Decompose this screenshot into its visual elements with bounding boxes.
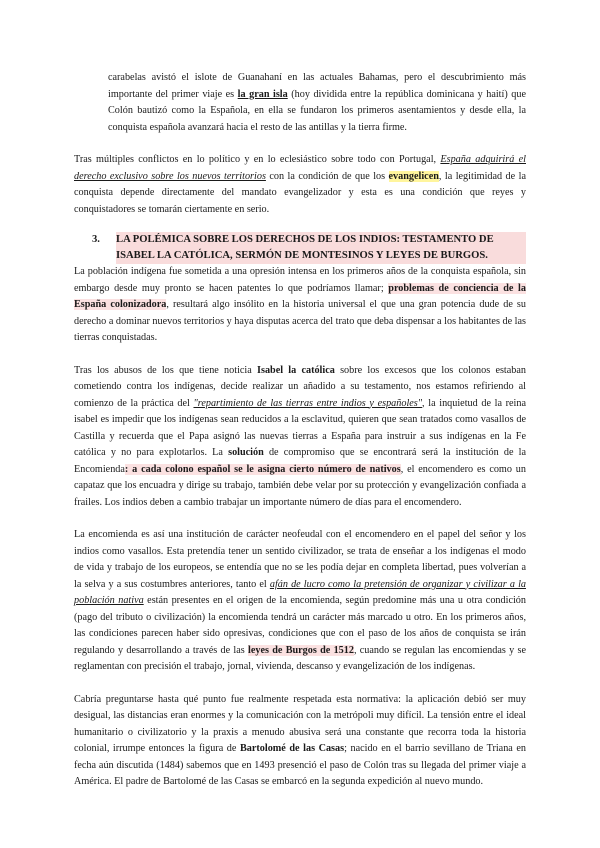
section-title: LA POLÉMICA SOBRE LOS DERECHOS DE LOS INDIOS: TESTAMENTO DE ISABEL LA CATÓLICA, SERMÓN DE MONTESINOS Y LEYES DE BURGOS. bbox=[116, 232, 526, 264]
section-number: 3. bbox=[92, 234, 100, 245]
paragraph-poblacion-indigena: La población indígena fue sometida a una opresión intensa en los primeros años de la conquista española, sin embargo desde muy pronto se hacen patentes lo que podríamos llamar; problemas de conciencia de la España colonizadora, resultará algo insólito en la historia universal el que una gran potencia dude de su derecho a dominar nuevos territorios y haya disputas acerca del trato que deba dispensar a los habitantes de las tierras conquistadas. bbox=[74, 266, 526, 343]
bold-solucion: solución bbox=[228, 447, 264, 458]
highlight-cada-colono: : a cada colono español se le asigna cierto número de nativos bbox=[124, 463, 401, 475]
paragraph-bartolome: Cabría preguntarse hasta qué punto fue realmente respetada esta normativa: la aplicación debió ser muy desigual, las distancias eran enormes y la comunicación con la metrópoli muy difícil. La tensión entre el ideal humanitario o civilizatorio y la praxis a menudo abusiva será una constante que recorra toda la historia colonial, irrumpe entonces la figura de Bartolomé de las Casas; nacido en el barrio sevillano de Triana en fecha aún discutida (1484) sabemos que en 1493 presenció el paso de Colón tras su llegada del primer viaje a América. El padre de Bartolomé de las Casas se embarcó en la segunda expedición al nuevo mundo. bbox=[74, 693, 526, 787]
highlight-evangelicen: evangelicen bbox=[388, 170, 439, 182]
emphasis-afan-de-lucro: afán de lucro como la pretensión de organizar y civilizar a la población nativa bbox=[74, 578, 526, 606]
highlight-problemas-de-conciencia: problemas de conciencia de la España colonizadora bbox=[74, 282, 526, 310]
paragraph-discovery: carabelas avistó el islote de Guanahaní en las actuales Bahamas, pero el descubrimiento más importante del primer viaje es la gran isla (hoy dividida entre la república dominicana y haití) que Colón bautizó como la Española, en ella se fundaron los primeros asentamientos y desde ella, la conquista española avanzará hacia el resto de las antillas y la tierra firme. bbox=[108, 72, 526, 133]
highlight-leyes-de-burgos: leyes de Burgos de 1512 bbox=[248, 644, 354, 656]
emphasis-repartimiento: "repartimiento de las tierras entre indios y españoles" bbox=[193, 397, 423, 409]
emphasis-derecho-exclusivo: España adquirirá el derecho exclusivo sobre los nuevos territorios bbox=[74, 154, 526, 182]
document-page bbox=[74, 70, 526, 791]
section-heading bbox=[74, 232, 526, 264]
paragraph-isabel: Tras los abusos de los que tiene noticia Isabel la católica sobre los excesos que los colonos estaban cometiendo contra los indígenas, decide realizar un añadido a su testamento, nos estamos refiriendo al comienzo de la práctica del "repartimiento de las tierras entre indios y españoles", la inquietud de la reina isabel es impedir que los indígenas sean reducidos a la esclavitud, quieren que sean tratados como vasallos de Castilla y recuerda que el Papa asignó las nuevas tierras a España para instruir a sus indígenas en la Fe católica y no para explotarlos. La solución de compromiso que se encontrará será la institución de la Encomienda: a cada colono español se le asigna cierto número de nativos, el encomendero es como un capataz que los encuadra y dirige su trabajo, también debe velar por su protección y evangelización confiada a frailes. Los indios deben a cambio trabajar un importante número de días para el encomendero. bbox=[74, 364, 526, 508]
bold-isabel-la-catolica: Isabel la católica bbox=[257, 364, 335, 376]
highlight-la-gran-isla: la gran isla bbox=[237, 88, 288, 100]
bold-bartolome-de-las-casas: Bartolomé de las Casas bbox=[239, 743, 345, 754]
paragraph-portugal: Tras múltiples conflictos en lo político y en lo eclesiástico sobre todo con Portugal, España adquirirá el derecho exclusivo sobre los nuevos territorios con la condición de que los evangelicen, la legitimidad de la conquista depende directamente del mandato evangelizador y esta es una condición que reyes y conquistadores se tomarán ciertamente en serio. bbox=[74, 154, 526, 215]
paragraph-encomienda: La encomienda es así una institución de carácter neofeudal con el encomendero en el papel del señor y los indios como vasallos. Esta pretendía tener un sentido civilizador, se trata de enseñar a los indígenas el modo de vida y trabajo de los europeos, se entendía que no se les podía dejar en completa libertad, pues volverían a la selva y a sus costumbres anteriores, tanto el afán de lucro como la pretensión de organizar y civilizar a la población nativa están presentes en el origen de la encomienda, según predomine más una u otra condición (pago del tributo o civilización) la encomienda tendrá un carácter más marcado u otro. En los primeros años, las condiciones parecen haber sido opresivas, condiciones que con el paso de los años de conquista se irán regulando y desarrollando a través de las leyes de Burgos de 1512, cuando se regulan las encomiendas y se reglamentan con precisión el trabajo, jornal, vivienda, descanso y evangelización de los indígenas. bbox=[74, 529, 526, 672]
